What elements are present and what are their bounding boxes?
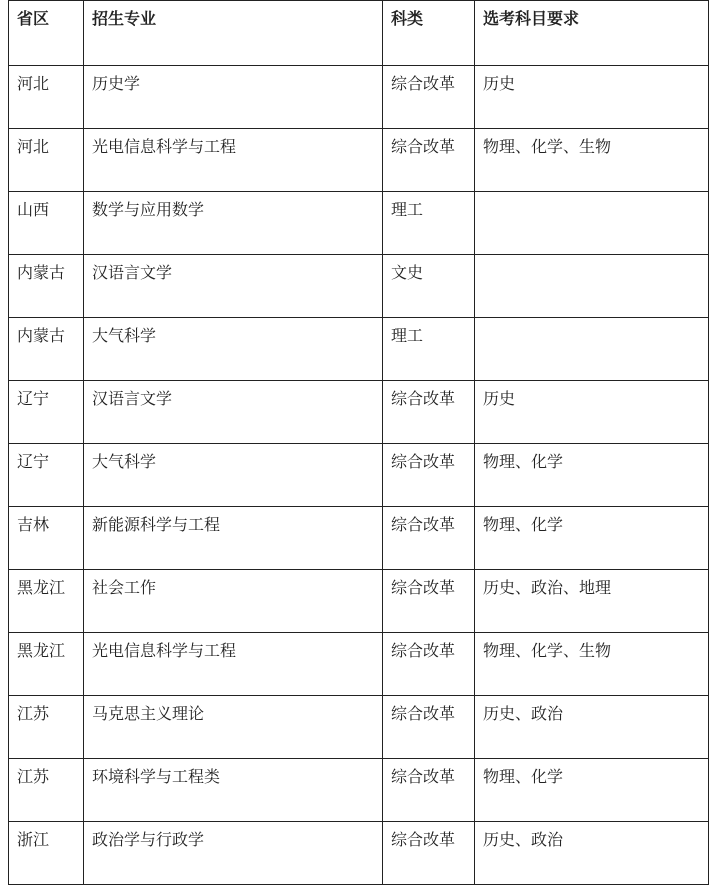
subject-requirements-cell: 历史、政治 (475, 696, 709, 759)
province-cell: 黑龙江 (9, 570, 84, 633)
table-row (9, 633, 709, 696)
category-cell: 综合改革 (383, 444, 475, 507)
table-row (9, 381, 709, 444)
category-cell: 理工 (383, 318, 475, 381)
header-province: 省区 (9, 1, 84, 66)
major-cell: 汉语言文学 (84, 255, 383, 318)
subject-requirements-cell: 历史 (475, 381, 709, 444)
major-cell: 历史学 (84, 66, 383, 129)
subject-requirements-cell: 物理、化学 (475, 444, 709, 507)
province-cell: 河北 (9, 129, 84, 192)
subject-requirements-cell: 物理、化学 (475, 507, 709, 570)
province-cell: 江苏 (9, 759, 84, 822)
header-subject-requirements: 选考科目要求 (475, 1, 709, 66)
major-cell: 马克思主义理论 (84, 696, 383, 759)
major-cell: 政治学与行政学 (84, 822, 383, 885)
table-row (9, 129, 709, 192)
subject-requirements-cell: 物理、化学、生物 (475, 129, 709, 192)
category-cell: 综合改革 (383, 507, 475, 570)
header-category: 科类 (383, 1, 475, 66)
province-cell: 浙江 (9, 822, 84, 885)
province-cell: 内蒙古 (9, 255, 84, 318)
province-cell: 江苏 (9, 696, 84, 759)
category-cell: 综合改革 (383, 381, 475, 444)
province-cell: 山西 (9, 192, 84, 255)
subject-requirements-cell: 物理、化学、生物 (475, 633, 709, 696)
province-cell: 辽宁 (9, 444, 84, 507)
table-row (9, 444, 709, 507)
header-major: 招生专业 (84, 1, 383, 66)
major-cell: 大气科学 (84, 444, 383, 507)
category-cell: 理工 (383, 192, 475, 255)
province-cell: 吉林 (9, 507, 84, 570)
subject-requirements-cell (475, 192, 709, 255)
category-cell: 综合改革 (383, 633, 475, 696)
category-cell: 文史 (383, 255, 475, 318)
table-row (9, 66, 709, 129)
category-cell: 综合改革 (383, 759, 475, 822)
province-cell: 黑龙江 (9, 633, 84, 696)
major-cell: 大气科学 (84, 318, 383, 381)
major-cell: 数学与应用数学 (84, 192, 383, 255)
category-cell: 综合改革 (383, 696, 475, 759)
category-cell: 综合改革 (383, 129, 475, 192)
table-row (9, 696, 709, 759)
table-row (9, 507, 709, 570)
subject-requirements-cell: 历史、政治 (475, 822, 709, 885)
table-row (9, 759, 709, 822)
province-cell: 河北 (9, 66, 84, 129)
table-row (9, 255, 709, 318)
table-row (9, 192, 709, 255)
province-cell: 内蒙古 (9, 318, 84, 381)
admissions-table (8, 0, 709, 885)
province-cell: 辽宁 (9, 381, 84, 444)
subject-requirements-cell: 历史、政治、地理 (475, 570, 709, 633)
major-cell: 光电信息科学与工程 (84, 129, 383, 192)
table-row (9, 318, 709, 381)
category-cell: 综合改革 (383, 66, 475, 129)
category-cell: 综合改革 (383, 822, 475, 885)
major-cell: 汉语言文学 (84, 381, 383, 444)
major-cell: 新能源科学与工程 (84, 507, 383, 570)
subject-requirements-cell (475, 318, 709, 381)
subject-requirements-cell: 历史 (475, 66, 709, 129)
category-cell: 综合改革 (383, 570, 475, 633)
table-row (9, 570, 709, 633)
header-row (9, 1, 709, 66)
major-cell: 社会工作 (84, 570, 383, 633)
subject-requirements-cell: 物理、化学 (475, 759, 709, 822)
major-cell: 环境科学与工程类 (84, 759, 383, 822)
major-cell: 光电信息科学与工程 (84, 633, 383, 696)
table-row (9, 822, 709, 885)
subject-requirements-cell (475, 255, 709, 318)
